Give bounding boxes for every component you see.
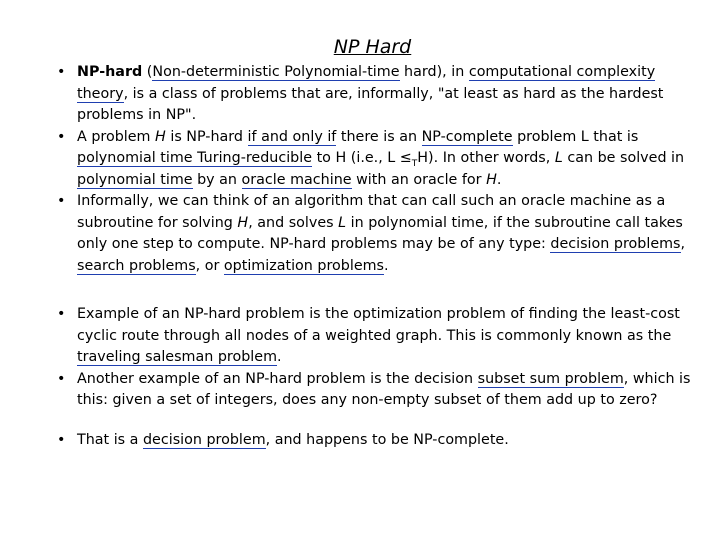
link-oracle-machine[interactable]: oracle machine <box>241 171 352 188</box>
text: , and happens to be NP-complete. <box>265 432 509 448</box>
term-bold: NP-hard <box>77 64 143 80</box>
text: , is a class of problems that are, informally, "at least as hard as the hardest problems in NP". <box>77 85 664 123</box>
link-np-complete[interactable]: NP-complete <box>421 128 513 145</box>
text: is NP-hard <box>165 128 248 145</box>
text: , and solves <box>248 214 339 231</box>
link-np[interactable]: Non-deterministic Polynomial-time <box>152 64 400 80</box>
text: ( <box>142 64 153 80</box>
text: . <box>277 349 282 365</box>
text: by an <box>192 171 242 188</box>
text: . <box>496 171 502 188</box>
bullet-icon: • <box>57 432 66 448</box>
bullet-icon: • <box>57 64 66 80</box>
list-item <box>55 369 695 412</box>
bullet-icon: • <box>57 193 66 209</box>
link-polynomial-time[interactable]: polynomial time <box>77 171 193 188</box>
text: hard), in <box>399 64 469 80</box>
text: problem L that is <box>512 128 639 145</box>
link-subset-sum[interactable]: subset sum problem <box>477 370 624 387</box>
text: Example of an NP-hard problem is the optimization problem of finding the least-cost cyclic route through all nodes of a weighted graph. This is commonly known as the <box>77 306 680 344</box>
bullet-icon: • <box>57 128 66 145</box>
text: . <box>384 257 389 274</box>
link-decision-problems[interactable]: decision problems <box>550 236 681 252</box>
text: in polynomial time, if the subroutine call takes only one step to compute. NP-hard problems may be of any type: <box>77 214 683 252</box>
text: H). In other words, <box>417 150 555 166</box>
bullet-list-3 <box>55 430 695 452</box>
link-traveling-salesman[interactable]: traveling salesman problem <box>77 349 278 365</box>
text: Another example of an NP-hard problem is the decision <box>77 370 478 387</box>
link-complexity-theory[interactable]: computational complexity theory <box>77 64 656 102</box>
text-italic: H <box>155 128 166 145</box>
text: That is a <box>77 432 143 448</box>
bullet-list-2 <box>55 304 695 412</box>
text-italic: H <box>486 171 497 188</box>
list-item <box>55 304 695 369</box>
list-item <box>55 62 695 127</box>
text: can be solved in <box>562 150 685 166</box>
bullet-list-1 <box>55 62 695 277</box>
text: Informally, we can think of an algorithm that can call such an oracle machine as a subroutine for solving <box>77 193 666 231</box>
text: , or <box>195 257 224 274</box>
text: , which is this: given a set of integers, does any non-empty subset of them add up to zero? <box>77 370 691 408</box>
list-item <box>55 191 695 277</box>
text: with an oracle for <box>351 171 487 188</box>
text: there is an <box>336 128 422 145</box>
text-italic: L <box>338 214 347 231</box>
link-optimization-problems[interactable]: optimization problems <box>223 257 385 274</box>
bullet-icon: • <box>57 370 66 387</box>
list-item <box>55 127 695 192</box>
text: , <box>680 236 686 252</box>
link-turing-reducible[interactable]: polynomial time Turing-reducible <box>77 150 313 166</box>
link-iff[interactable]: if and only if <box>247 128 337 145</box>
page-title: NP Hard <box>333 36 412 58</box>
link-decision-problem[interactable]: decision problem <box>142 432 266 448</box>
text: A problem <box>77 128 156 145</box>
link-search-problems[interactable]: search problems <box>77 257 196 274</box>
subscript: T <box>411 158 418 169</box>
text-italic: L <box>554 150 563 166</box>
bullet-icon: • <box>57 306 66 322</box>
text-italic: H <box>237 214 249 231</box>
text: to H (i.e., L ≤ <box>312 150 412 166</box>
list-item <box>55 430 695 452</box>
